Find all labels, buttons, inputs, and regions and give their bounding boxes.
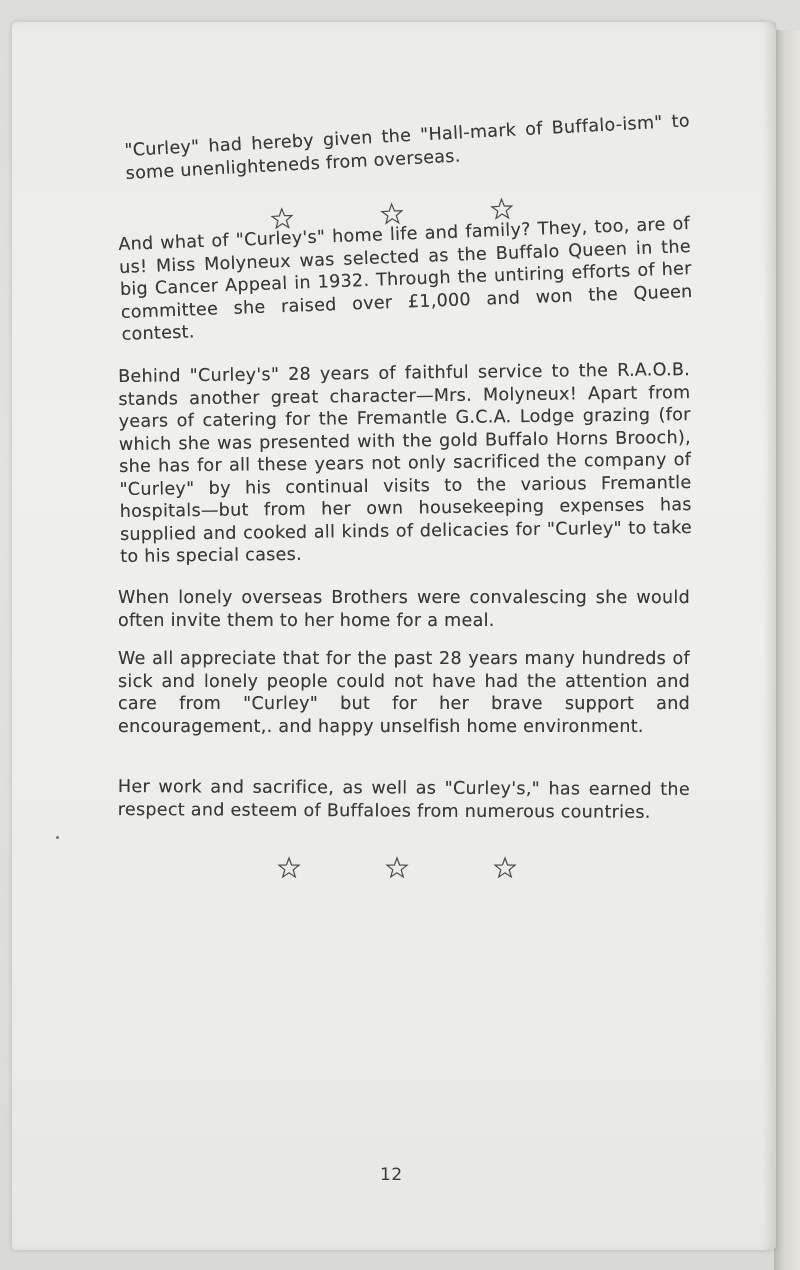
outline-star-icon — [385, 856, 409, 880]
next-page-edge — [774, 30, 800, 1270]
outline-star-icon — [277, 856, 301, 880]
booklet-page — [12, 22, 776, 1250]
ink-speck — [56, 836, 59, 839]
paragraph-hallmark: "Curley" had hereby given the "Hall-mark of Buffalo-ism" to some unenlighteneds from overseas. — [124, 111, 691, 184]
star-separator-bottom — [277, 856, 517, 880]
page-number: 12 — [380, 1165, 403, 1185]
paragraph-home-life: And what of "Curley's" home life and family? They, too, are of us! Miss Molyneux was selected as the Buffalo Queen in the big Cancer Appeal in 1932. Through the untiring efforts of her committee she raised over £1,000 and won the Queen contest. — [118, 214, 693, 345]
paragraph-appreciation: We all appreciate that for the past 28 years many hundreds of sick and lonely people could not have had the attention and care from "Curley" but for her brave support and encouragement,. and happy unselfish home environment. — [118, 649, 690, 737]
paragraph-respect: Her work and sacrifice, as well as "Curley's," has earned the respect and esteem of Buffaloes from numerous countries. — [117, 777, 690, 823]
paragraph-overseas-brothers: When lonely overseas Brothers were convalescing she would often invite them to her home for a meal. — [118, 588, 690, 631]
outline-star-icon — [493, 856, 517, 880]
paragraph-mrs-molyneux: Behind "Curley's" 28 years of faithful service to the R.A.O.B. stands another great character—Mrs. Molyneux! Apart from years of catering for the Fremantle G.C.A. Lodge grazing (for which she was presented with the gold Buffalo Horns Brooch), she has for all these years not only sacrificed the company of "Curley" by his continual visits to the various Fremantle hospitals—but from her own housekeeping expenses has supplied and cooked all kinds of delicacies for "Curley" to take to his special cases. — [118, 360, 693, 567]
outline-star-icon — [489, 197, 514, 222]
